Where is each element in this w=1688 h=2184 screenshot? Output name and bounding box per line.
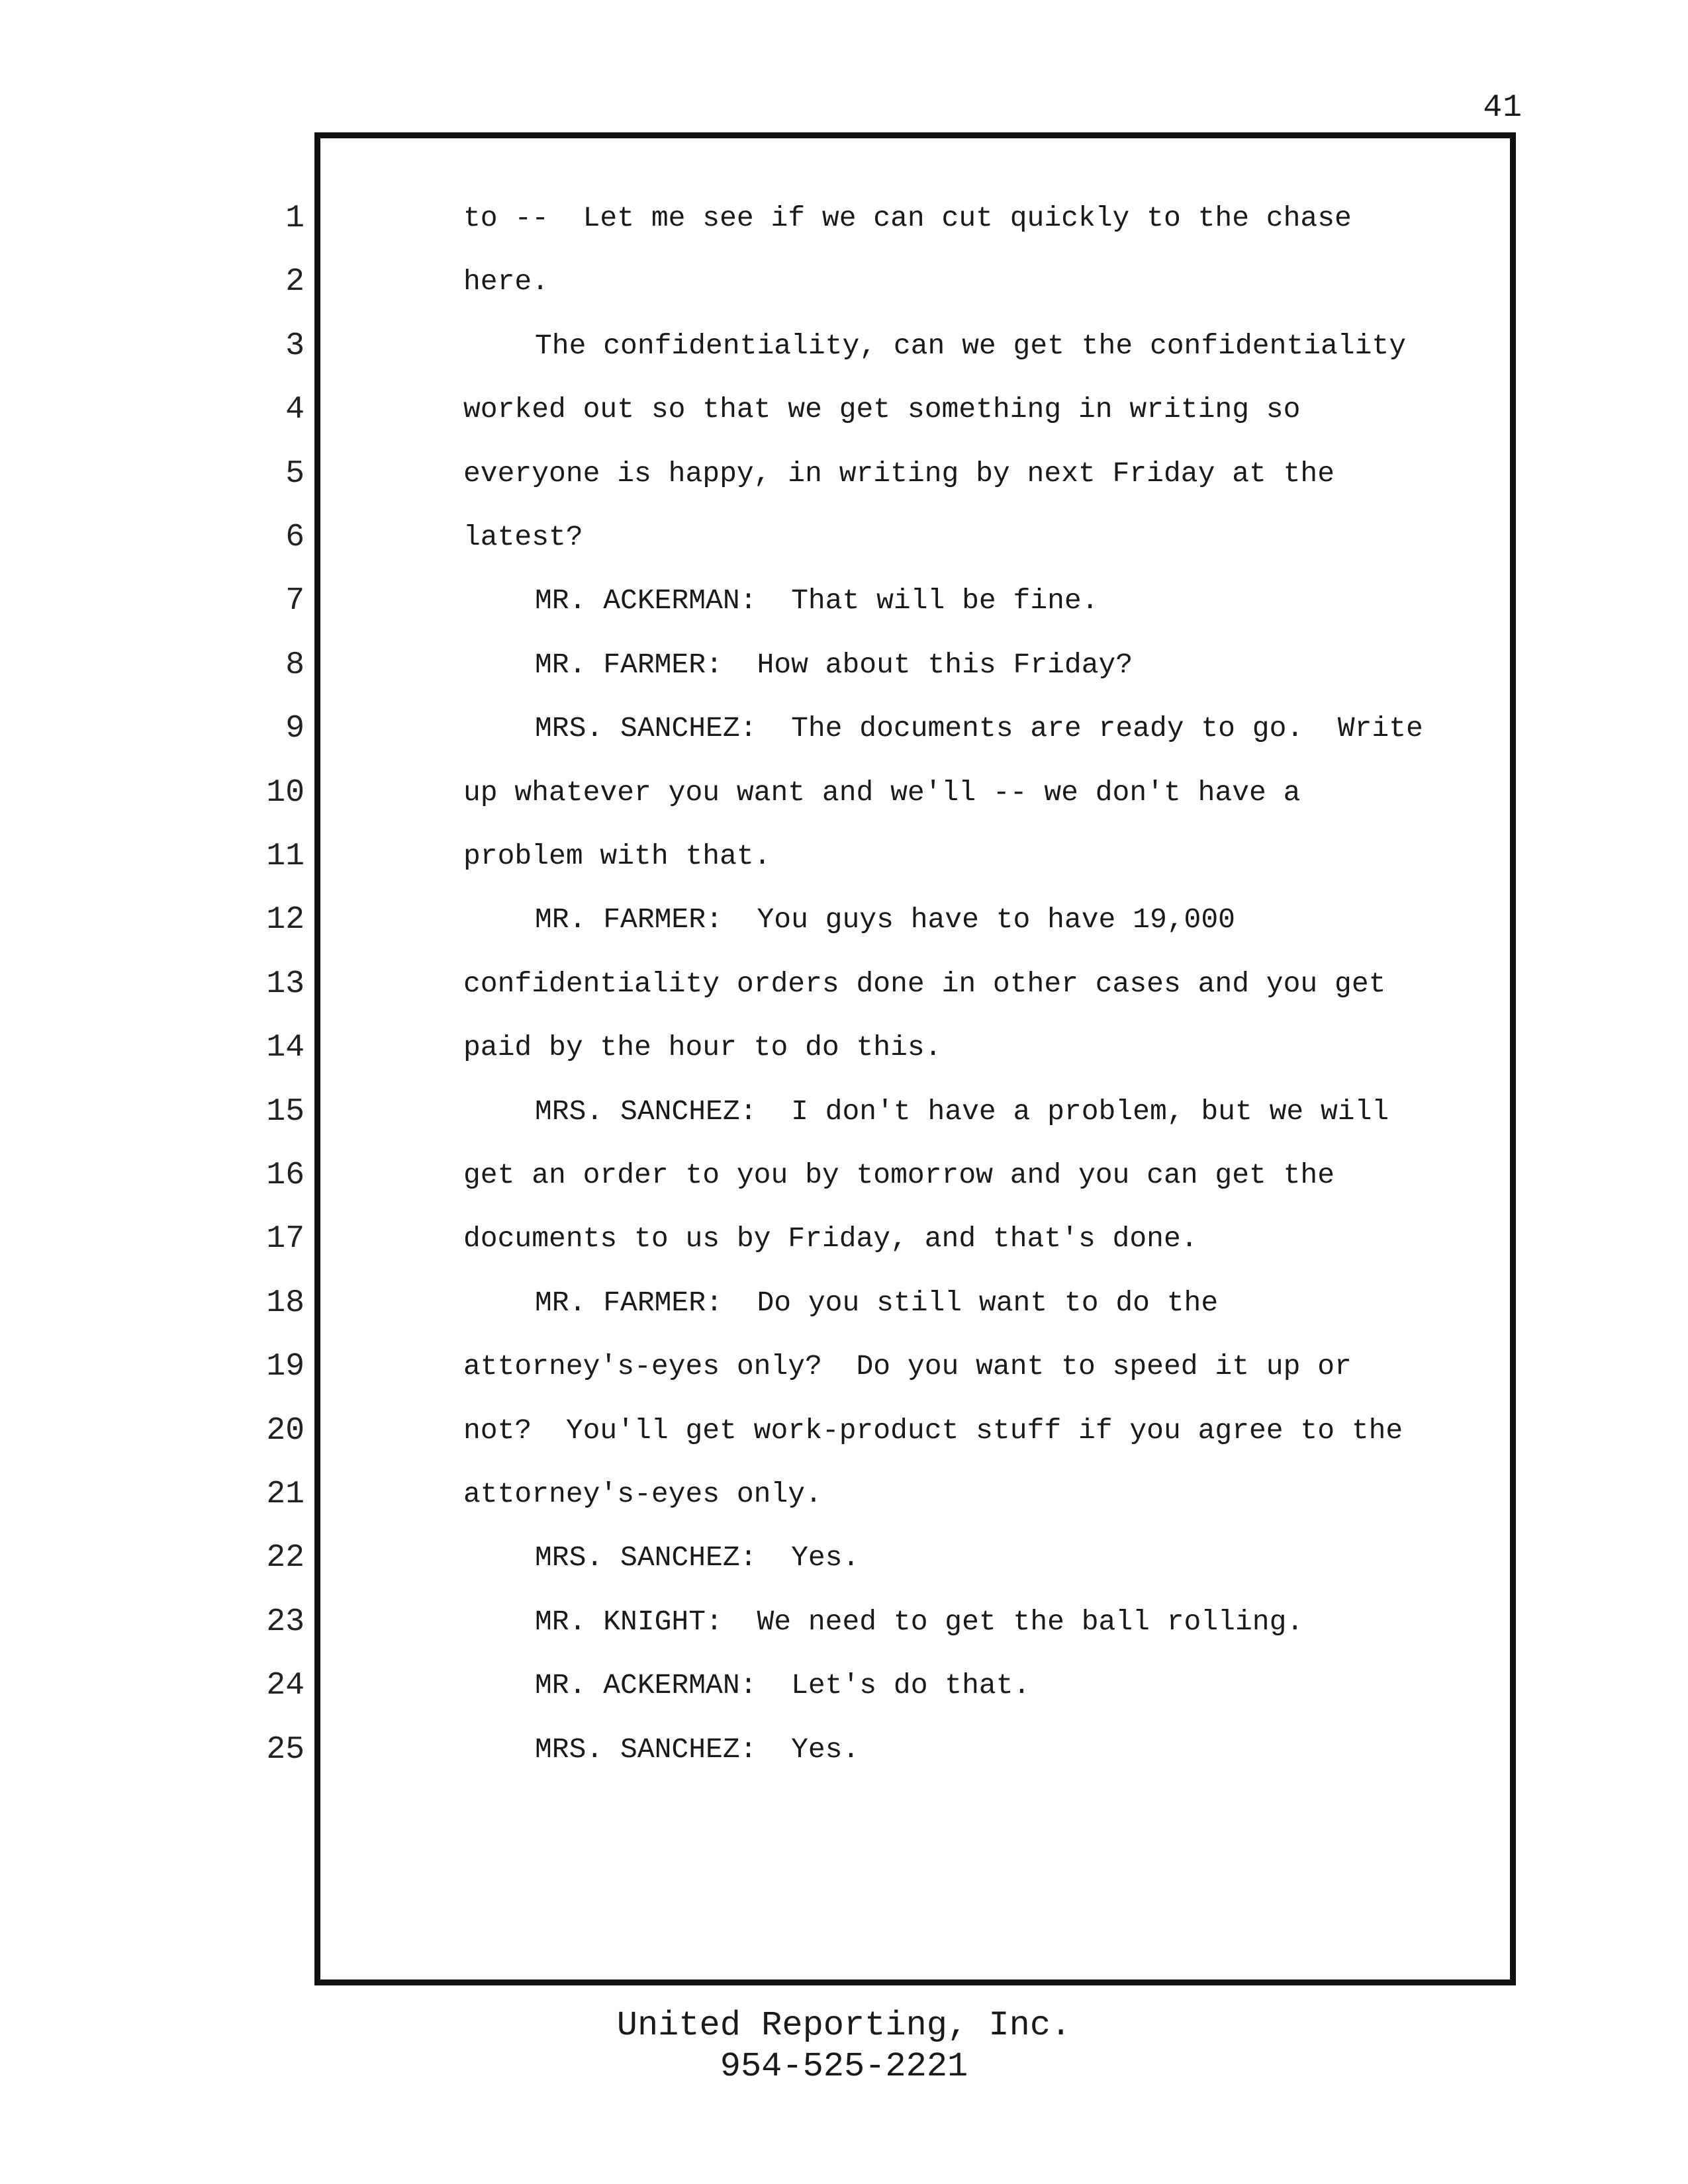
transcript-line: MR. FARMER: How about this Friday? [535, 649, 1133, 681]
reporter-company: United Reporting, Inc. [616, 2006, 1072, 2045]
line-number: 22 [266, 1540, 305, 1576]
line-number: 10 [266, 775, 305, 811]
line-number: 12 [266, 902, 305, 938]
transcript-line: documents to us by Friday, and that's done. [463, 1222, 1198, 1255]
line-number: 14 [266, 1030, 305, 1066]
line-number: 1 [285, 201, 305, 236]
line-number: 7 [285, 583, 305, 619]
transcript-line: MRS. SANCHEZ: The documents are ready to go. Write [535, 712, 1423, 745]
transcript-line: attorney's-eyes only? Do you want to speed it up or [463, 1350, 1352, 1383]
line-number: 21 [266, 1477, 305, 1512]
line-number: 19 [266, 1349, 305, 1385]
transcript-line: MR. ACKERMAN: Let's do that. [535, 1669, 1031, 1702]
transcript-line: MRS. SANCHEZ: I don't have a problem, but we will [535, 1095, 1389, 1128]
transcript-line: MRS. SANCHEZ: Yes. [535, 1733, 860, 1766]
line-number: 17 [266, 1221, 305, 1257]
transcript-line: The confidentiality, can we get the confidentiality [535, 330, 1407, 362]
transcript-line: not? You'll get work-product stuff if you agree to the [463, 1414, 1403, 1447]
transcript-line: MR. KNIGHT: We need to get the ball rolling. [535, 1606, 1304, 1638]
line-number: 9 [285, 711, 305, 747]
line-number: 23 [266, 1604, 305, 1640]
line-number: 15 [266, 1094, 305, 1130]
transcript-line: MRS. SANCHEZ: Yes. [535, 1541, 860, 1574]
line-number: 18 [266, 1285, 305, 1321]
line-number: 16 [266, 1158, 305, 1193]
transcript-line: here. [463, 265, 549, 298]
transcript-line: problem with that. [463, 840, 771, 872]
line-number: 6 [285, 520, 305, 555]
line-number: 3 [285, 328, 305, 364]
transcript-line: up whatever you want and we'll -- we don't have a [463, 776, 1301, 809]
reporter-phone: 954-525-2221 [720, 2047, 968, 2086]
transcript-line: MR. FARMER: You guys have to have 19,000 [535, 903, 1235, 936]
transcript-line: confidentiality orders done in other cases and you get [463, 968, 1386, 1000]
footer [0, 2005, 1688, 2087]
transcript-line: to -- Let me see if we can cut quickly to the chase [463, 202, 1352, 234]
line-number: 5 [285, 456, 305, 492]
transcript-line: worked out so that we get something in writing so [463, 393, 1301, 426]
transcript-line: paid by the hour to do this. [463, 1031, 942, 1064]
transcript-line: attorney's-eyes only. [463, 1478, 822, 1510]
line-number: 4 [285, 392, 305, 428]
transcript-line: latest? [463, 521, 583, 553]
line-number: 13 [266, 966, 305, 1002]
line-number: 8 [285, 647, 305, 683]
page-number: 41 [1483, 90, 1523, 126]
line-number: 25 [266, 1732, 305, 1768]
line-number: 24 [266, 1668, 305, 1704]
line-number: 2 [285, 264, 305, 300]
transcript-line: everyone is happy, in writing by next Friday at the [463, 457, 1335, 490]
line-number: 20 [266, 1413, 305, 1449]
line-number: 11 [266, 839, 305, 874]
transcript-line: get an order to you by tomorrow and you can get the [463, 1159, 1335, 1191]
transcript-line: MR. ACKERMAN: That will be fine. [535, 584, 1099, 617]
transcript-line: MR. FARMER: Do you still want to do the [535, 1287, 1219, 1319]
